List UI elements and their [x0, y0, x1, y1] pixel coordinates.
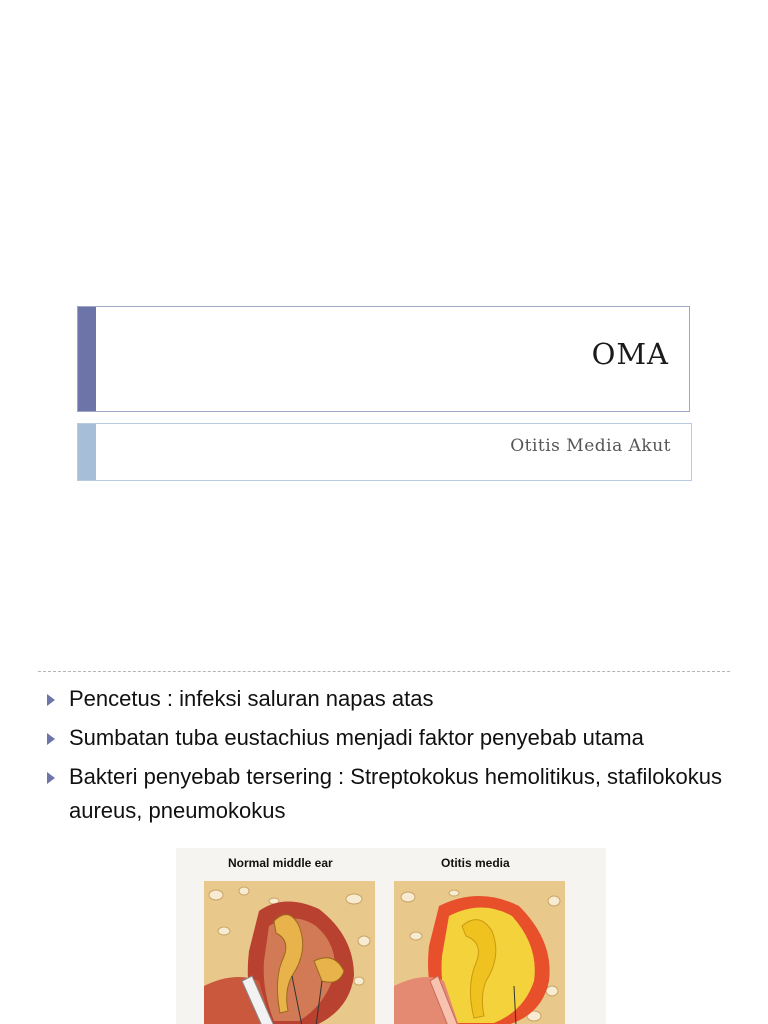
subtitle-accent-bar — [78, 424, 96, 480]
title-box — [77, 306, 690, 412]
triangle-bullet-icon — [47, 694, 55, 706]
bullet-item — [45, 682, 745, 716]
bullet-text: Bakteri penyebab tersering : Streptokokus hemolitikus, stafilokokus aureus, pneumokokus — [69, 764, 722, 823]
bullet-text: Sumbatan tuba eustachius menjadi faktor penyebab utama — [69, 725, 644, 750]
triangle-bullet-icon — [47, 733, 55, 745]
slide-subtitle: Otitis Media Akut — [510, 436, 671, 456]
bullet-item — [45, 760, 745, 828]
title-accent-bar — [78, 307, 96, 411]
ear-illustration — [176, 848, 606, 1024]
normal-ear-label: Normal middle ear — [228, 856, 333, 870]
triangle-bullet-icon — [47, 772, 55, 784]
subtitle-box — [77, 423, 692, 481]
bullet-item — [45, 721, 745, 755]
otitis-media-label: Otitis media — [441, 856, 510, 870]
otitis-media-image — [394, 881, 565, 1024]
bullet-list — [45, 682, 745, 833]
bullet-text: Pencetus : infeksi saluran napas atas — [69, 686, 434, 711]
normal-ear-image — [204, 881, 375, 1024]
slide-title: OMA — [591, 337, 669, 371]
slide-divider — [38, 671, 730, 672]
